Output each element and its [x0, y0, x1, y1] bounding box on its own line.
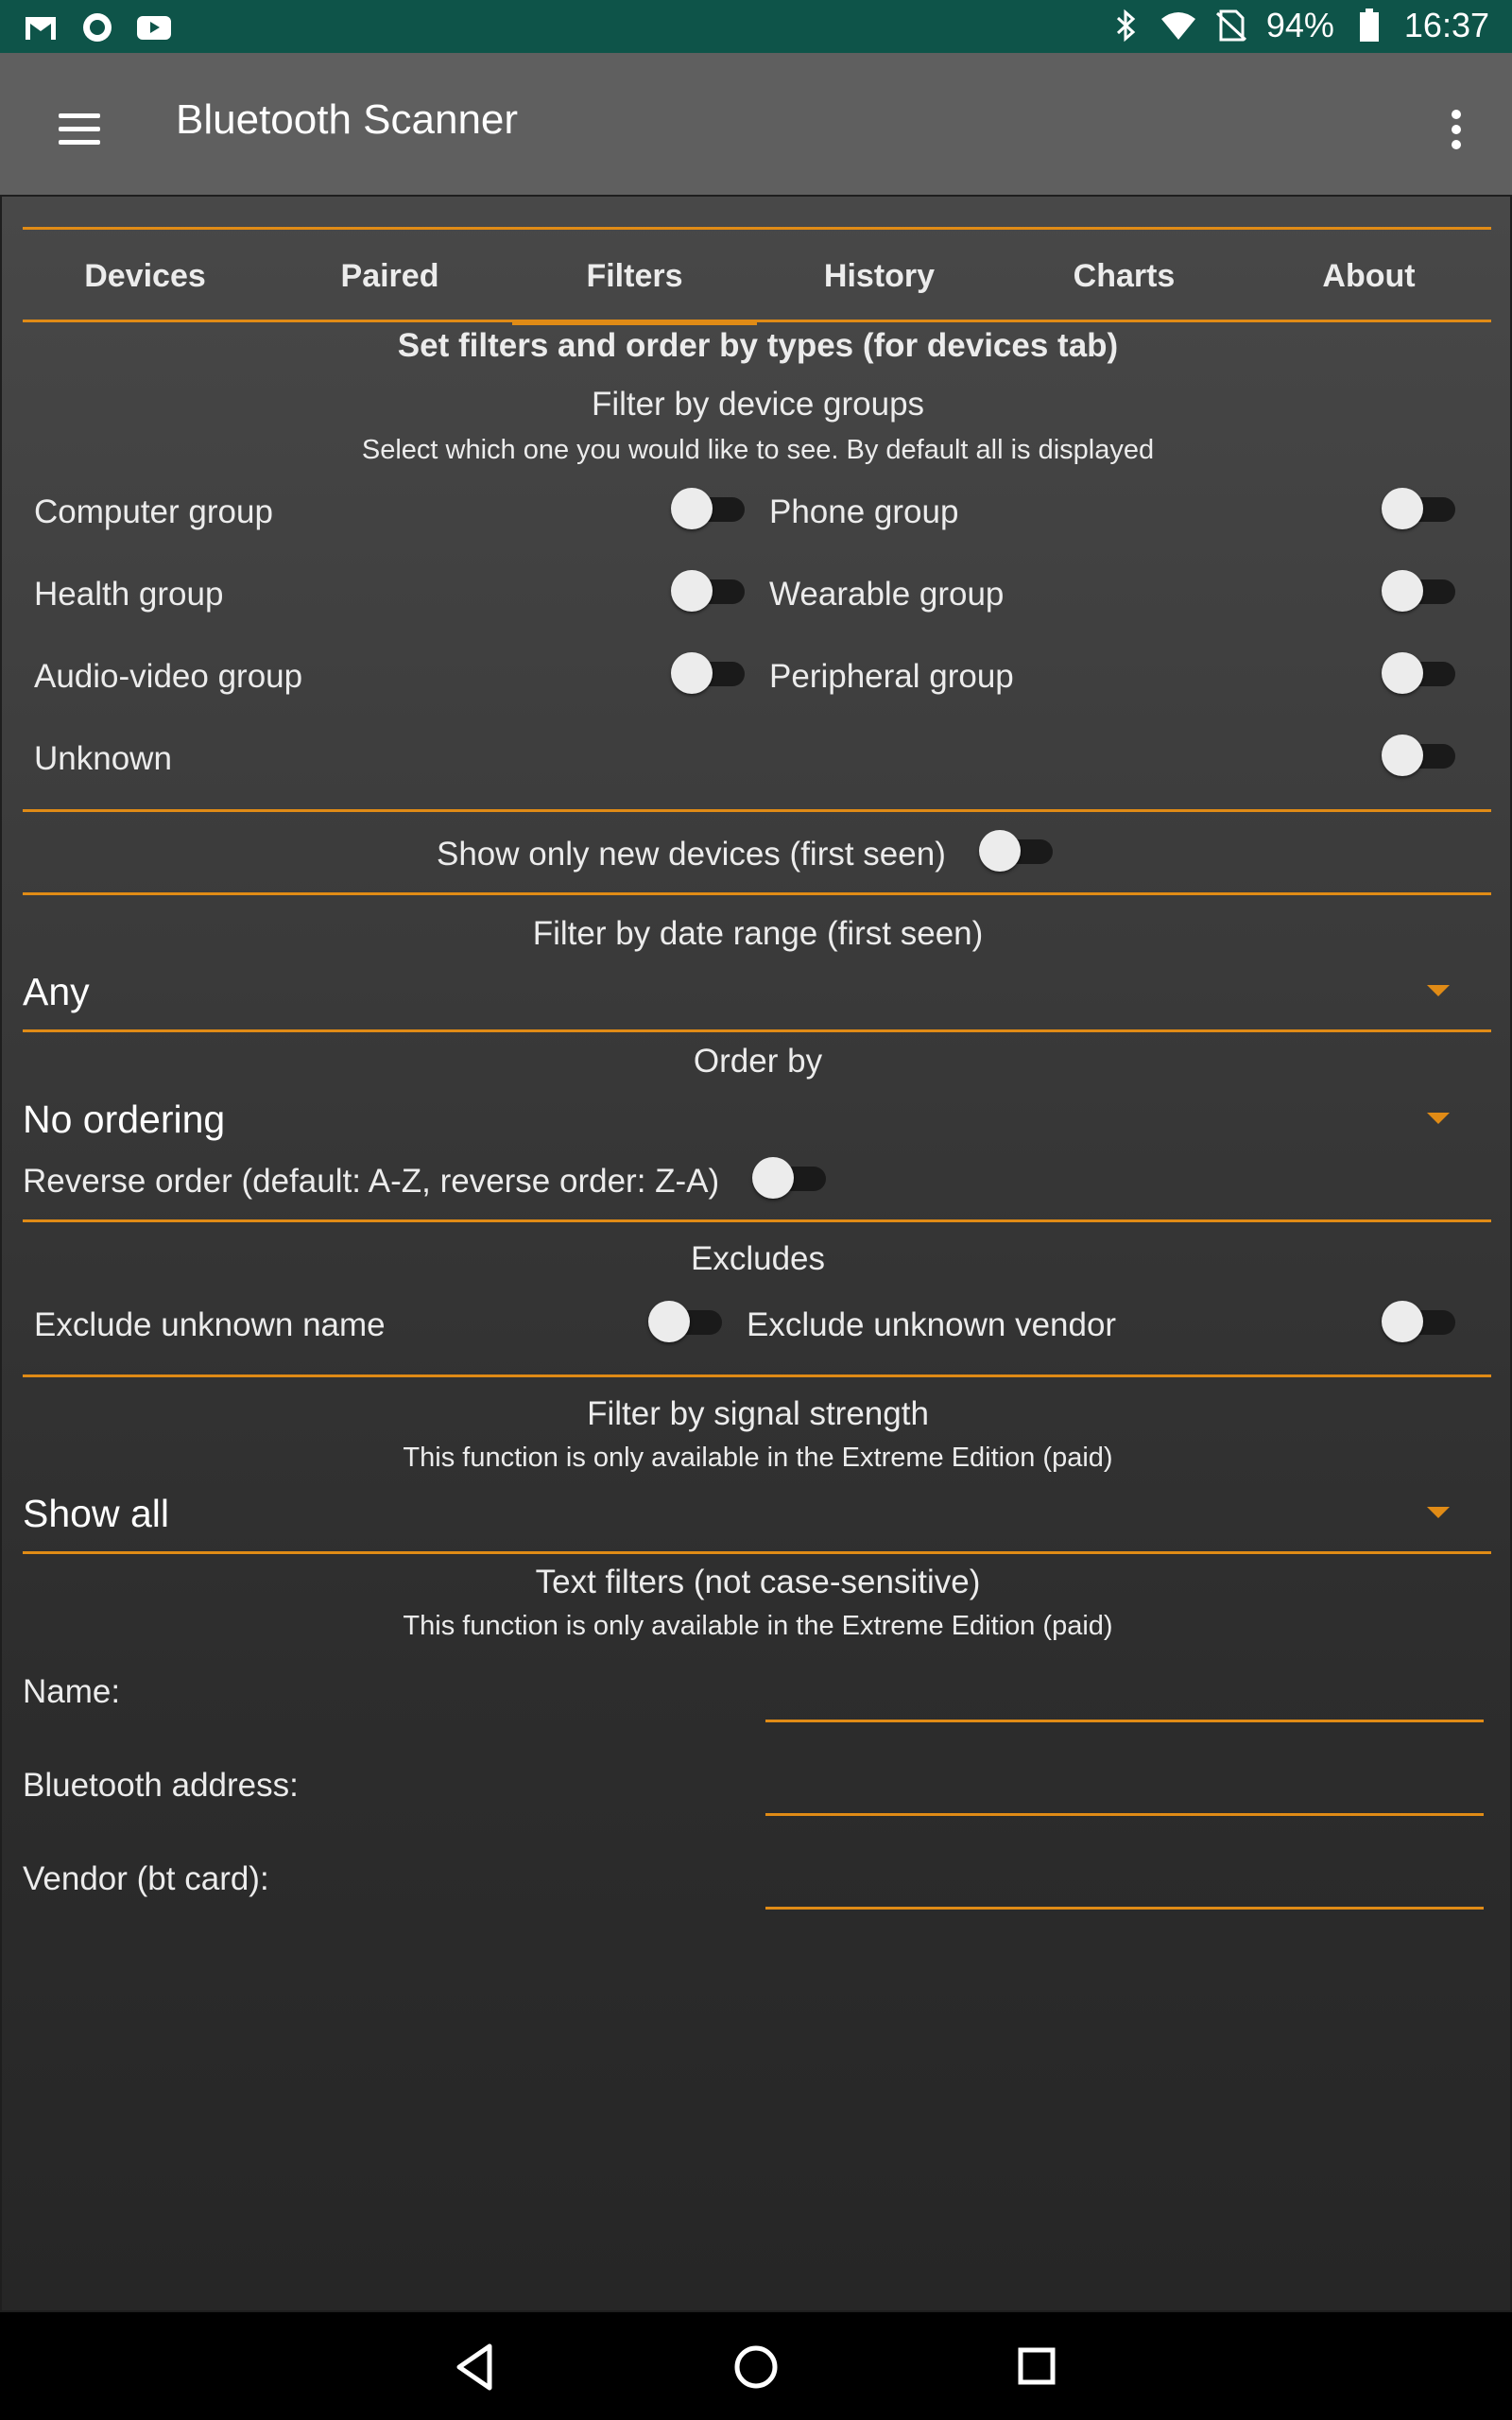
new-devices-switch[interactable]: [979, 828, 1058, 873]
date-range-value: Any: [23, 970, 90, 1013]
filters-content: [0, 195, 1512, 2312]
order-by-value: No ordering: [23, 1098, 226, 1141]
signal-title: Filter by signal strength: [587, 1395, 929, 1432]
peripheral-group-label: Peripheral group: [769, 658, 1014, 695]
peripheral-group-switch[interactable]: [1382, 650, 1461, 696]
bluetooth-icon: [1108, 8, 1143, 43]
name-filter-label: Name:: [23, 1673, 121, 1710]
date-range-spinner[interactable]: [23, 957, 1491, 1032]
divider: [23, 1219, 1491, 1222]
reverse-order-label: Reverse order (default: A-Z, reverse order: Z-A): [23, 1163, 720, 1200]
text-filters-note: This function is only available in the Extreme Edition (paid): [403, 1611, 1113, 1641]
audio-video-group-switch[interactable]: [671, 650, 750, 696]
name-filter-field[interactable]: [765, 1664, 1484, 1722]
vendor-filter-input[interactable]: [765, 1851, 1484, 1907]
more-vert-icon[interactable]: [1436, 100, 1474, 157]
tab-bar: [23, 231, 1491, 325]
signal-value: Show all: [23, 1492, 169, 1535]
health-group-switch[interactable]: [671, 568, 750, 614]
address-filter-field[interactable]: [765, 1757, 1484, 1816]
exclude-unknown-vendor-label: Exclude unknown vendor: [747, 1306, 1117, 1343]
youtube-icon: [136, 9, 172, 45]
vendor-filter-label: Vendor (bt card):: [23, 1860, 269, 1897]
back-icon[interactable]: [444, 2337, 510, 2397]
divider: [23, 1374, 1491, 1377]
excludes-title: Excludes: [690, 1240, 826, 1277]
divider: [23, 227, 1491, 230]
battery-percent: 94%: [1265, 6, 1334, 44]
tab-history[interactable]: History: [823, 258, 936, 294]
vendor-filter-field[interactable]: [765, 1851, 1484, 1910]
divider: [23, 809, 1491, 812]
exclude-unknown-name-switch[interactable]: [648, 1299, 728, 1344]
unknown-group-switch[interactable]: [1382, 733, 1461, 778]
health-group-label: Health group: [34, 576, 224, 613]
status-bar: [0, 0, 1512, 53]
phone-group-label: Phone group: [769, 493, 959, 530]
text-filters-title: Text filters (not case-sensitive): [535, 1564, 981, 1600]
order-by-spinner[interactable]: [23, 1084, 1491, 1160]
tab-devices[interactable]: Devices: [84, 258, 206, 294]
home-icon[interactable]: [723, 2337, 789, 2397]
groups-subtitle: Select which one you would like to see. By default all is displayed: [361, 435, 1155, 465]
tab-about[interactable]: About: [1322, 258, 1416, 294]
no-sim-icon: [1213, 8, 1249, 43]
tab-filters[interactable]: Filters: [512, 231, 757, 325]
circle-app-icon: [79, 9, 115, 45]
signal-spinner[interactable]: [23, 1478, 1491, 1554]
date-range-title: Filter by date range (first seen): [532, 915, 984, 952]
order-by-title: Order by: [693, 1043, 823, 1080]
battery-icon: [1351, 8, 1387, 43]
wearable-group-label: Wearable group: [769, 576, 1005, 613]
gmail-icon: [23, 9, 59, 45]
tab-paired[interactable]: Paired: [340, 258, 439, 294]
phone-group-switch[interactable]: [1382, 486, 1461, 531]
app-title: Bluetooth Scanner: [176, 96, 519, 143]
address-filter-label: Bluetooth address:: [23, 1767, 299, 1804]
tab-charts[interactable]: Charts: [1073, 258, 1176, 294]
recents-icon[interactable]: [1005, 2337, 1071, 2397]
wearable-group-switch[interactable]: [1382, 568, 1461, 614]
computer-group-label: Computer group: [34, 493, 273, 530]
wifi-icon: [1160, 8, 1196, 43]
new-devices-label: Show only new devices (first seen): [437, 836, 946, 873]
groups-title: Filter by device groups: [591, 386, 925, 423]
navigation-bar: [0, 2312, 1512, 2420]
divider: [23, 320, 1491, 322]
dropdown-arrow-icon: [1427, 1507, 1450, 1518]
address-filter-input[interactable]: [765, 1757, 1484, 1813]
reverse-order-switch[interactable]: [752, 1155, 832, 1201]
name-filter-input[interactable]: [765, 1664, 1484, 1720]
clock: 16:37: [1403, 6, 1489, 44]
filters-heading: Set filters and order by types (for devices tab): [397, 327, 1119, 364]
dropdown-arrow-icon: [1427, 1113, 1450, 1124]
exclude-unknown-name-label: Exclude unknown name: [34, 1306, 386, 1343]
app-bar: [0, 53, 1512, 195]
computer-group-switch[interactable]: [671, 486, 750, 531]
hamburger-menu-icon[interactable]: [49, 100, 110, 157]
signal-note: This function is only available in the Extreme Edition (paid): [403, 1443, 1113, 1473]
audio-video-group-label: Audio-video group: [34, 658, 303, 695]
dropdown-arrow-icon: [1427, 985, 1450, 996]
exclude-unknown-vendor-switch[interactable]: [1382, 1299, 1461, 1344]
divider: [23, 892, 1491, 895]
unknown-group-label: Unknown: [34, 740, 172, 777]
